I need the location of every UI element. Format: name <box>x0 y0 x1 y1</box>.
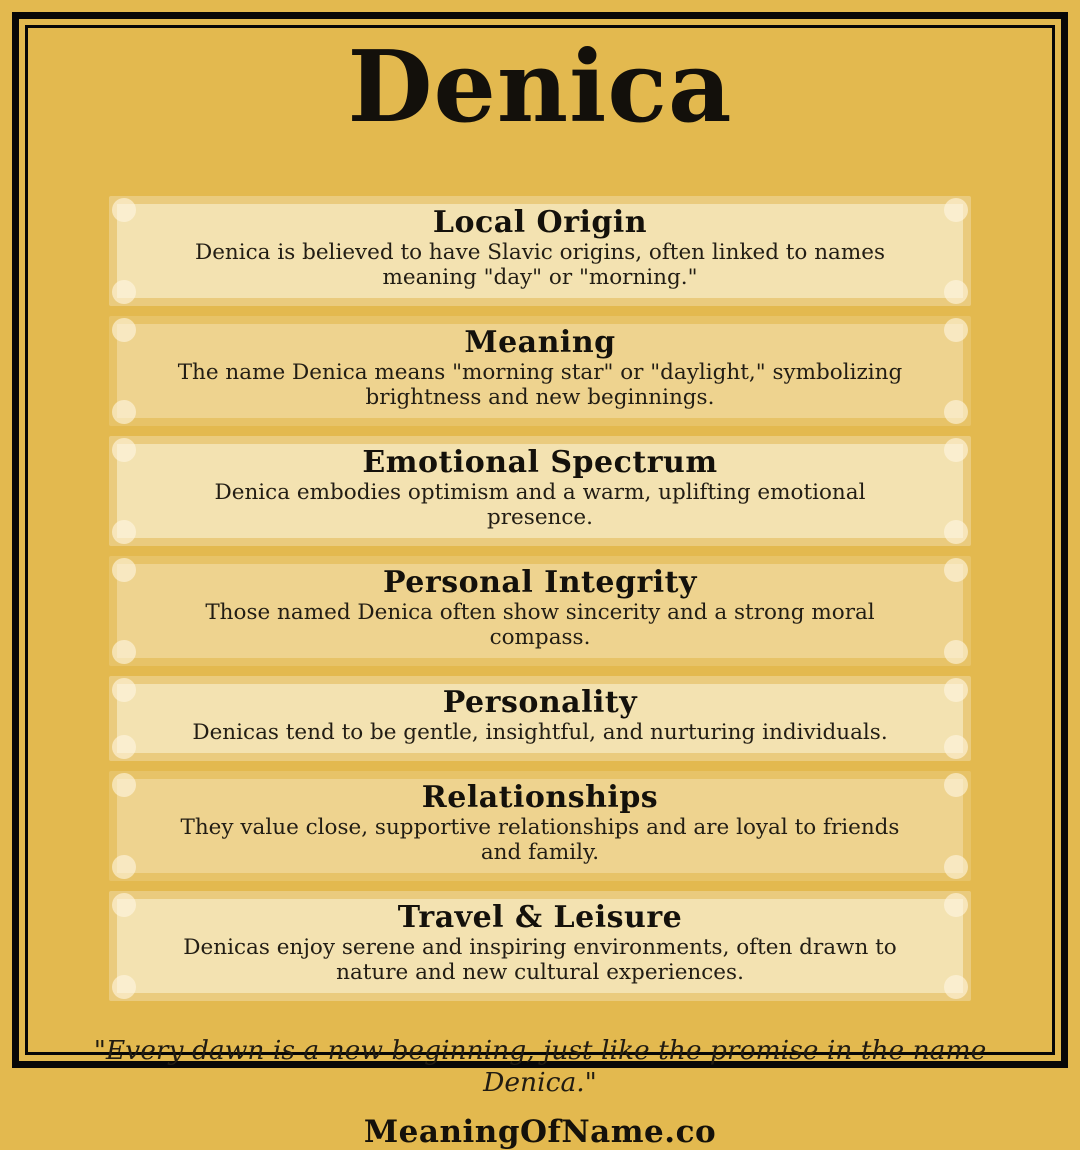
rivet-icon <box>112 438 136 462</box>
content-area <box>28 28 1052 1150</box>
section-body: Denica is believed to have Slavic origins, often linked to names meaning "day" or "morning." <box>194 239 886 290</box>
rivet-icon <box>112 318 136 342</box>
section-card-relationships <box>109 771 971 881</box>
section-body: The name Denica means "morning star" or "daylight," symbolizing brightness and new beginnings. <box>177 359 903 410</box>
rivet-icon <box>112 558 136 582</box>
rivet-icon <box>944 318 968 342</box>
section-heading: Local Origin <box>432 204 648 240</box>
card-inner <box>117 444 963 538</box>
rivet-icon <box>112 678 136 702</box>
section-heading: Personal Integrity <box>383 564 697 600</box>
sections-list <box>109 196 971 1001</box>
rivet-icon <box>112 400 136 424</box>
section-heading: Emotional Spectrum <box>362 444 718 480</box>
rivet-icon <box>944 640 968 664</box>
card-inner <box>117 684 963 753</box>
page-title: Denica <box>347 30 733 145</box>
section-card-personal-integrity <box>109 556 971 666</box>
rivet-icon <box>944 678 968 702</box>
section-heading: Relationships <box>421 779 659 815</box>
card-inner <box>117 564 963 658</box>
section-heading: Travel & Leisure <box>397 899 683 935</box>
rivet-icon <box>112 855 136 879</box>
section-card-local-origin <box>109 196 971 306</box>
card-inner <box>117 324 963 418</box>
section-card-personality <box>109 676 971 761</box>
card-inner <box>117 204 963 298</box>
section-body: Denica embodies optimism and a warm, uplifting emotional presence. <box>214 479 866 530</box>
rivet-icon <box>112 773 136 797</box>
rivet-icon <box>944 975 968 999</box>
rivet-icon <box>112 640 136 664</box>
rivet-icon <box>944 735 968 759</box>
section-body: Those named Denica often show sincerity and a strong moral compass. <box>205 599 875 650</box>
card-inner <box>117 779 963 873</box>
rivet-icon <box>112 520 136 544</box>
rivet-icon <box>944 855 968 879</box>
section-heading: Meaning <box>464 324 616 360</box>
section-body: They value close, supportive relationships and are loyal to friends and family. <box>180 814 900 865</box>
rivet-icon <box>944 558 968 582</box>
rivet-icon <box>944 520 968 544</box>
rivet-icon <box>944 773 968 797</box>
rivet-icon <box>112 893 136 917</box>
rivet-icon <box>944 893 968 917</box>
section-heading: Personality <box>442 684 638 720</box>
rivet-icon <box>944 198 968 222</box>
rivet-icon <box>112 280 136 304</box>
rivet-icon <box>944 438 968 462</box>
rivet-icon <box>112 735 136 759</box>
rivet-icon <box>112 198 136 222</box>
rivet-icon <box>112 975 136 999</box>
brand-text: MeaningOfName.co <box>363 1114 717 1150</box>
rivet-icon <box>944 280 968 304</box>
section-card-meaning <box>109 316 971 426</box>
section-card-travel-leisure <box>109 891 971 1001</box>
section-card-emotional-spectrum <box>109 436 971 546</box>
card-inner <box>117 899 963 993</box>
quote-text: "Every dawn is a new beginning, just like the promise in the name Denica." <box>93 1034 987 1098</box>
section-body: Denicas tend to be gentle, insightful, and nurturing individuals. <box>192 719 888 745</box>
section-body: Denicas enjoy serene and inspiring environments, often drawn to nature and new cultural experiences. <box>183 934 897 985</box>
rivet-icon <box>944 400 968 424</box>
